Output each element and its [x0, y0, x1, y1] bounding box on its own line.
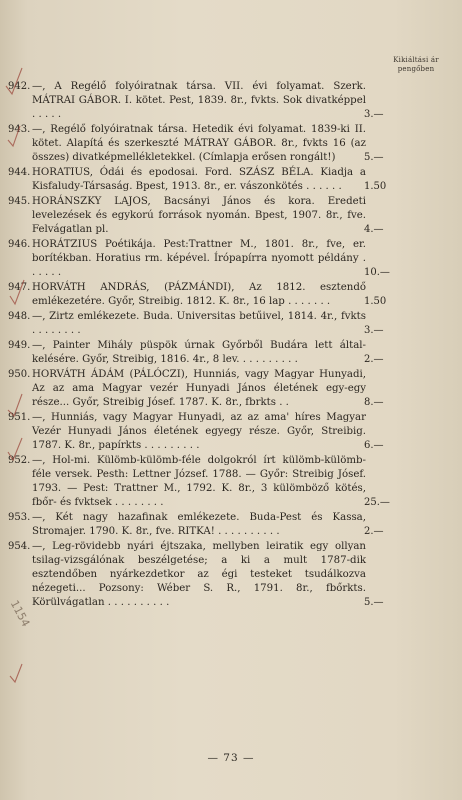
entry-text: HORVÁTH ANDRÁS, (PÁZMÁNDI), Az 1812. esztendő emlékezetére. Győr, Streibig. 1812. K. 8r., 16 lap . . . . . . . [32, 282, 366, 307]
entry-number: 949. [8, 340, 31, 351]
entry-price: 6.— [364, 440, 384, 451]
entry-text: HORÁTZIUS Poétikája. Pest:Trattner M., 1801. 8r., fve, er. borítékban. Horatius rm. képével. Írópapírra nyomott példány . . . . . . [32, 239, 366, 278]
price-column-header: Kikiáltási ár pengőben [393, 56, 439, 73]
entry-list [0, 80, 462, 611]
entry-price: 8.— [364, 397, 384, 408]
entry-number: 944. [8, 167, 31, 178]
list-item [0, 281, 462, 309]
entry-number: 947. [8, 282, 31, 293]
entry-price: 5.— [364, 152, 384, 163]
entry-price: 4.— [364, 224, 384, 235]
entry-text: HORÁNSZKY LAJOS, Bacsányi János és kora. Eredeti levelezések és egykorú források nyomán. Bpest, 1907. 8r., fve. Felvágatlan pl. [32, 196, 366, 235]
entry-price: 1.50 [364, 181, 387, 192]
handwritten-note: 1154 [7, 598, 33, 629]
list-item [0, 123, 462, 165]
list-item [0, 310, 462, 338]
entry-price: 1.50 [364, 296, 387, 307]
entry-price: 2.— [364, 526, 384, 537]
entry-price: 5.— [364, 597, 384, 608]
list-item [0, 454, 462, 510]
entry-text: —, Hunniás, vagy Magyar Hunyadi, az az ama' híres Magyar Vezér Hunyadi János életének egyegy része. Győr, Streibig. 1787. K. 8r., papírkts . . . . . . . . . [32, 412, 366, 451]
entry-number: 946. [8, 239, 31, 250]
entry-text: —, Zirtz emlékezete. Buda. Universitas betűivel, 1814. 4r., fvkts . . . . . . . . [32, 311, 366, 336]
entry-text: —, Hol-mi. Külömb-külömb-féle dolgokról írt külömb-külömb-féle versek. Pesth: Lettner József. 1788. — Győr: Streibig Jósef. 1793. — Pest: Trattner M., 1792. K. 8r., 3 külömböző kötés, fbőr- és fvktsek . . . . . . . . [32, 455, 366, 508]
entry-text: —, A Regélő folyóiratnak társa. VII. évi folyamat. Szerk. MÁTRAI GÁBOR. I. kötet. Pest, 1839. 8r., fvkts. Sok divatképpel . . . . . [32, 81, 366, 120]
list-item [0, 339, 462, 367]
entry-text: —, Painter Mihály püspök úrnak Győrből Budára lett által-kelésére. Győr, Streibig, 1816. 4r., 8 lev. . . . . . . . . . [32, 340, 366, 365]
entry-text: —, Leg-rövidebb nyári éjtszaka, mellyben leiratik egy ollyan tsilag-vizsgálónak beszélgetése; a ki a mult 1787-dik esztendőben nyárkezdetkor az égi testeket tsudálkozva nézegeti... Pozsony: Wéber S. R., 1791. 8r., fbőrkts. Körülvágatlan . . . . . . . . . . [32, 541, 366, 608]
entry-price: 3.— [364, 325, 384, 336]
entry-number: 952. [8, 455, 31, 466]
entry-number: 942. [8, 81, 31, 92]
entry-number: 954. [8, 541, 31, 552]
list-item [0, 411, 462, 453]
entry-text: HORVÁTH ÁDÁM (PÁLÓCZI), Hunniás, vagy Magyar Hunyadi, Az az ama Magyar vezér Hunyadi János életének egy-egy része... Győr, Streibig Jósef. 1787. K. 8r., fbrkts . . [32, 369, 366, 408]
entry-number: 950. [8, 369, 31, 380]
list-item [0, 80, 462, 122]
list-item [0, 238, 462, 280]
list-item [0, 540, 462, 610]
entry-text: HORATIUS, Ódái és epodosai. Ford. SZÁSZ BÉLA. Kiadja a Kisfaludy-Társaság. Bpest, 1913. 8r., er. vászonkötés . . . . . . [32, 167, 366, 192]
entry-number: 943. [8, 124, 31, 135]
entry-number: 945. [8, 196, 31, 207]
list-item [0, 195, 462, 237]
entry-number: 951. [8, 412, 31, 423]
entry-price: 3.— [364, 109, 384, 120]
list-item [0, 368, 462, 410]
entry-price: 25.— [364, 497, 390, 508]
entry-text: —, Regélő folyóiratnak társa. Hetedik évi folyamat. 1839-ki II. kötet. Alapítá és szerkeszté MÁTRAY GÁBOR. 8r., fvkts 16 (az összes) divatképmellékletekkel. (Címlapja erősen rongált!) [32, 124, 366, 163]
entry-number: 948. [8, 311, 31, 322]
entry-price: 10.— [364, 267, 390, 278]
page-number: — 73 — [207, 752, 255, 764]
entry-text: —, Két nagy hazafinak emlékezete. Buda-Pest és Kassa, Stromajer. 1790. K. 8r., fve. RITKA! . . . . . . . . . . [32, 512, 366, 537]
list-item [0, 166, 462, 194]
entry-price: 2.— [364, 354, 384, 365]
entry-number: 953. [8, 512, 31, 523]
list-item [0, 511, 462, 539]
